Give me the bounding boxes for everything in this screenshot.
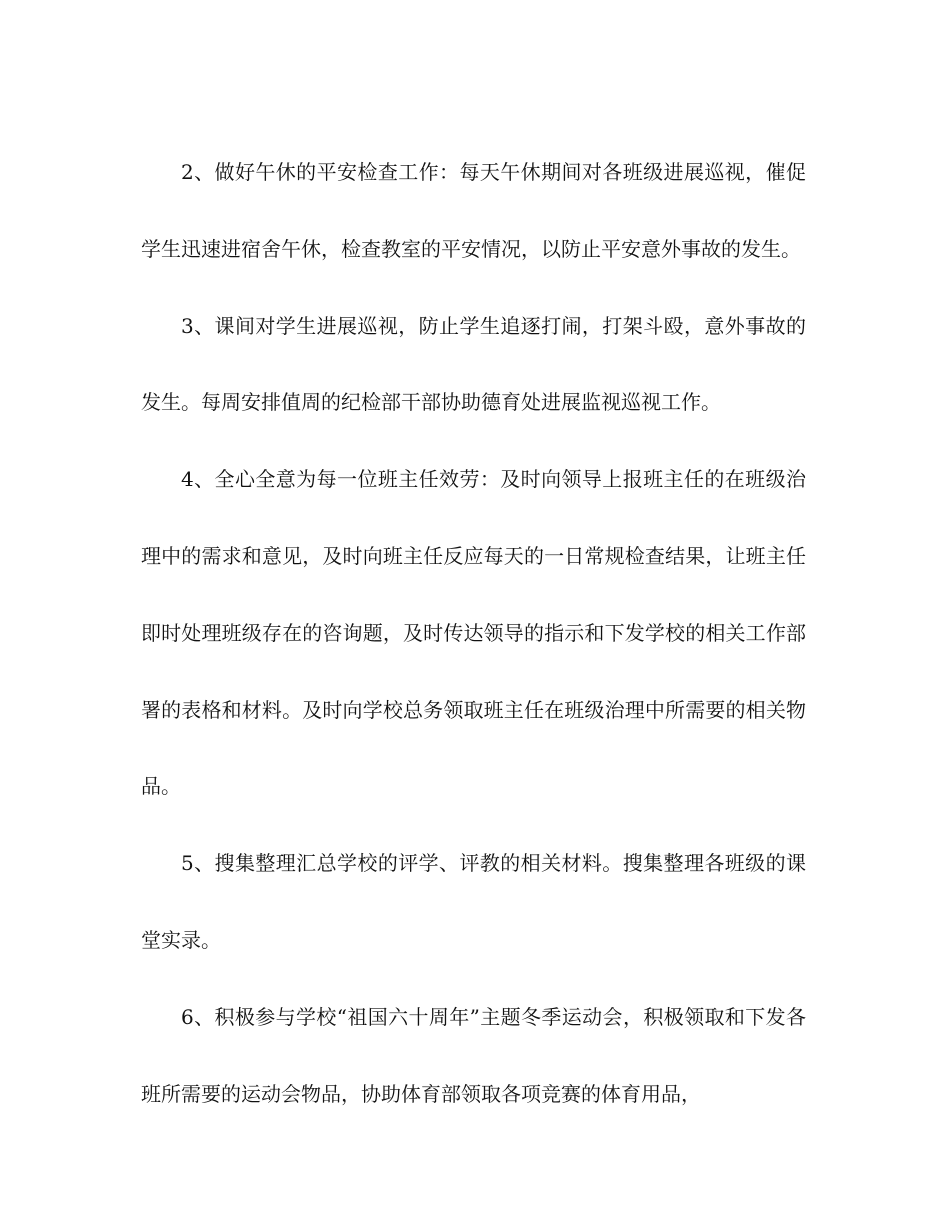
paragraph-item-6: 6、积极参与学校“祖国六十周年”主题冬季运动会，积极领取和下发各班所需要的运动会物品，协助体育部领取各项竞赛的体育用品，: [141, 1004, 806, 1106]
paragraph-item-4: 4、全心全意为每一位班主任效劳：及时向领导上报班主任的在班级治理中的需求和意见，及时向班主任反应每天的一日常规检查结果，让班主任即时处理班级存在的咨询题，及时传达领导的指示和下发学校的相关工作部署的表格和材料。及时向学校总务领取班主任在班级治理中所需要的相关物品。: [141, 467, 806, 799]
paragraph-item-3: 3、课间对学生进展巡视，防止学生追逐打闹，打架斗殴，意外事故的发生。每周安排值周的纪检部干部协助德育处进展监视巡视工作。: [141, 313, 806, 415]
document-body: [141, 134, 806, 1132]
paragraph-item-2: 2、做好午休的平安检查工作：每天午休期间对各班级进展巡视，催促学生迅速进宿舍午休，检查教室的平安情况，以防止平安意外事故的发生。: [141, 160, 806, 261]
paragraph-item-5: 5、搜集整理汇总学校的评学、评教的相关材料。搜集整理各班级的课堂实录。: [141, 851, 806, 952]
